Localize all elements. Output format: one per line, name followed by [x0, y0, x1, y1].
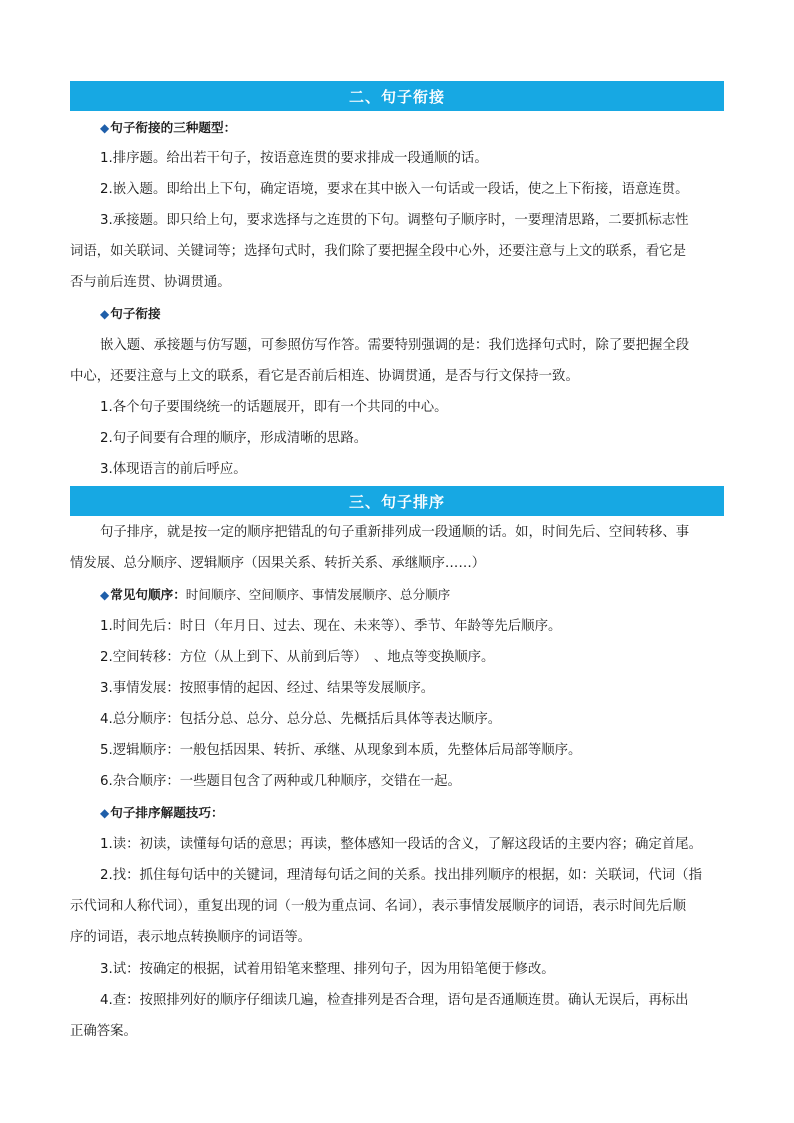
sort-intro-line-1: 句子排序，就是按一定的顺序把错乱的句子重新排列成一段通顺的话。如，时间先后、空间转移、事 [100, 525, 690, 540]
order-item-4: 4.总分顺序：包括分总、总分、总分总、先概括后具体等表达顺序。 [100, 712, 502, 727]
order-item-5: 5.逻辑顺序：一般包括因果、转折、承继、从现象到本质，先整体后局部等顺序。 [100, 743, 582, 758]
diamond-bullet-icon: ◆ [100, 307, 110, 321]
joining-point-1: 1.各个句子要围绕统一的话题展开，即有一个共同的中心。 [100, 400, 448, 415]
diamond-bullet-icon: ◆ [100, 121, 110, 135]
order-item-1: 1.时间先后：时日（年月日、过去、现在、未来等）、季节、年龄等先后顺序。 [100, 619, 562, 634]
common-order-heading: ◆常见句顺序：时间顺序、空间顺序、事情发展顺序、总分顺序 [100, 587, 451, 602]
joining-intro-line-2: 中心，还要注意与上文的联系，看它是否前后相连、协调贯通，是否与行文保持一致。 [70, 369, 579, 384]
section-2-title-bar [70, 81, 724, 111]
diamond-bullet-icon: ◆ [100, 806, 110, 820]
section-2-title: 二、句子衔接 [348, 87, 445, 106]
type-item-1: 1.排序题。给出若干句子，按语意连贯的要求排成一段通顺的话。 [100, 151, 488, 166]
type-item-3-cont-2: 否与前后连贯、协调贯通。 [70, 275, 231, 290]
tip-item-2-cont-1: 示代词和人称代词），重复出现的词（一般为重点词、名词），表示事情发展顺序的词语，表示时间先后顺 [70, 899, 686, 914]
tip-item-3: 3.试：按确定的根据，试着用铅笔来整理、排列句子，因为用铅笔便于修改。 [100, 962, 555, 977]
joining-intro-line-1: 嵌入题、承接题与仿写题，可参照仿写作答。需要特别强调的是：我们选择句式时，除了要把握全段 [100, 338, 690, 353]
order-item-2: 2.空间转移：方位（从上到下、从前到后等） 、地点等变换顺序。 [100, 650, 495, 665]
joining-heading: ◆句子衔接 [100, 306, 161, 321]
section-3-title: 三、句子排序 [348, 492, 445, 511]
joining-point-2: 2.句子间要有合理的顺序，形成清晰的思路。 [100, 431, 368, 446]
tip-item-4: 4.查：按照排列好的顺序仔细读几遍，检查排列是否合理，语句是否通顺连贯。确认无误后，再标出 [100, 993, 689, 1008]
type-item-3: 3.承接题。即只给上句，要求选择与之连贯的下句。调整句子顺序时，一要理清思路，二要抓标志性 [100, 213, 689, 228]
sort-intro-line-2: 情发展、总分顺序、逻辑顺序（因果关系、转折关系、承继顺序……） [70, 556, 486, 571]
tips-heading: ◆句子排序解题技巧： [100, 805, 224, 820]
section-3-title-bar [70, 486, 724, 516]
order-item-6: 6.杂合顺序：一些题目包含了两种或几种顺序，交错在一起。 [100, 774, 461, 789]
type-item-2: 2.嵌入题。即给出上下句，确定语境，要求在其中嵌入一句话或一段话，使之上下衔接，语意连贯。 [100, 182, 689, 197]
diamond-bullet-icon: ◆ [100, 588, 110, 602]
tip-item-1: 1.读：初读，读懂每句话的意思；再读，整体感知一段话的含义，了解这段话的主要内容；确定首尾。 [100, 837, 702, 852]
tip-item-2-cont-2: 序的词语，表示地点转换顺序的词语等。 [70, 930, 312, 945]
tip-item-2: 2.找：抓住每句话中的关键词，理清每句话之间的关系。找出排列顺序的根据，如：关联词，代词（指 [100, 868, 702, 883]
types-heading: ◆句子衔接的三种题型： [100, 120, 237, 135]
joining-point-3: 3.体现语言的前后呼应。 [100, 462, 247, 477]
type-item-3-cont-1: 词语，如关联词、关键词等；选择句式时，我们除了要把握全段中心外，还要注意与上文的联系，看它是 [70, 244, 686, 259]
tip-item-4-cont: 正确答案。 [70, 1024, 137, 1039]
order-item-3: 3.事情发展：按照事情的起因、经过、结果等发展顺序。 [100, 681, 435, 696]
